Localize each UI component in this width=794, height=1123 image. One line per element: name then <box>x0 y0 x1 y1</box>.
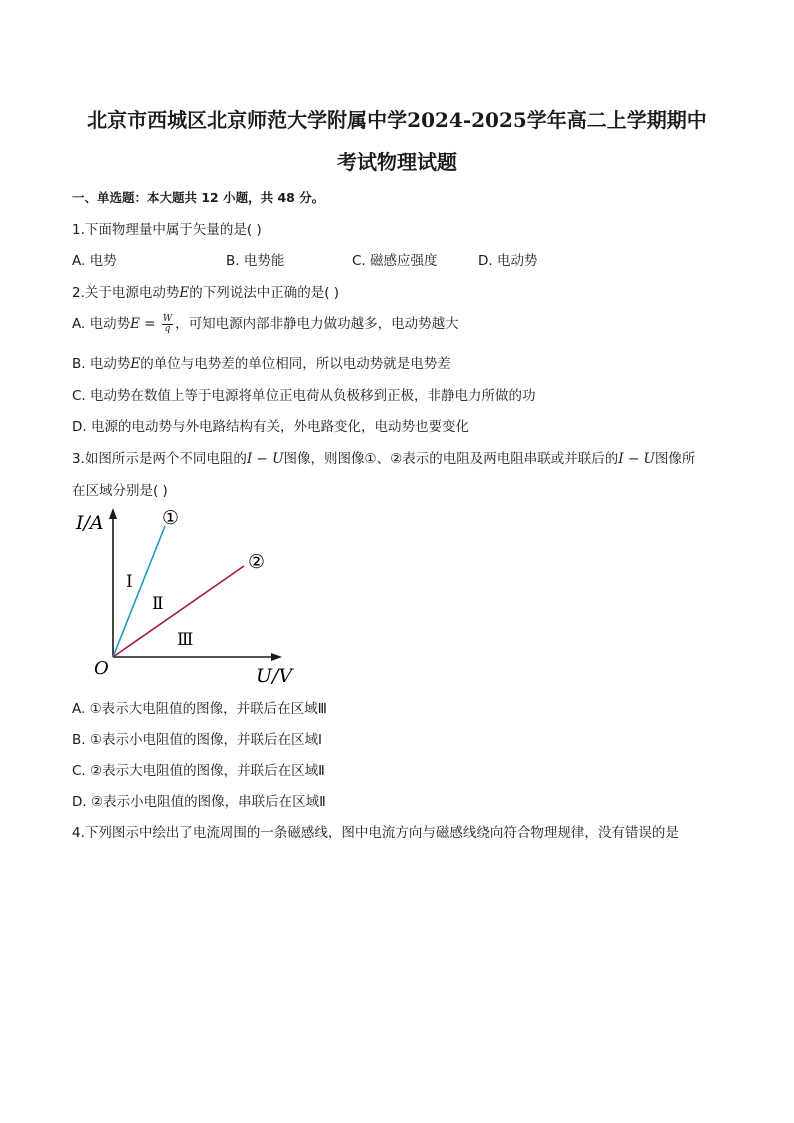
question-2-option-b-prefix: B. 电动势 <box>72 356 131 372</box>
region-1-label: Ⅰ <box>126 572 133 592</box>
question-3-stem-part-c: 图像所 <box>654 451 696 467</box>
work-over-charge-fraction <box>162 315 173 334</box>
question-1-stem: 1.下面物理量中属于矢量的是( ) <box>72 222 262 238</box>
region-3-label: Ⅲ <box>177 630 194 650</box>
exam-title-line2: 考试物理试题 <box>337 150 457 174</box>
fraction-denominator: q <box>164 323 171 334</box>
question-2-option-a-suffix: ，可知电源内部非静电力做功越多，电动势越大 <box>175 316 459 332</box>
section-heading: 一、单选题：本大题共 12 小题，共 48 分。 <box>72 190 325 205</box>
question-1-option-c: C. 磁感应强度 <box>352 253 438 269</box>
question-3-iu-symbol-1: I − U <box>246 451 284 467</box>
y-axis-label: I/A <box>76 512 104 534</box>
question-4-stem: 4.下列图示中绘出了电流周围的一条磁感线，图中电流方向与磁感线绕向符合物理规律，没有错误的是 <box>72 825 679 841</box>
y-axis-arrow-icon <box>109 508 117 519</box>
question-2-stem-suffix: 的下列说法中正确的是( ) <box>189 285 340 301</box>
exam-title-line1: 北京市西城区北京师范大学附属中学2024-2025学年高二上学期期中 <box>87 108 707 132</box>
question-2-stem <box>72 281 339 301</box>
x-axis-arrow-icon <box>271 653 282 661</box>
question-2-option-b-suffix: 的单位与电势差的单位相同，所以电动势就是电势差 <box>140 356 451 372</box>
question-3-option-d: D. ②表示小电阻值的图像，串联后在区域Ⅱ <box>72 794 326 810</box>
iu-graph-figure <box>66 502 293 687</box>
question-1-option-b: B. 电势能 <box>226 253 285 269</box>
line-1-label: ① <box>162 507 180 529</box>
region-2-label: Ⅱ <box>152 594 164 614</box>
question-2-option-b-variable: E <box>130 356 141 372</box>
origin-label: O <box>94 658 109 679</box>
question-1-option-a: A. 电势 <box>72 253 117 269</box>
fraction-numerator: W <box>162 313 173 324</box>
question-2-option-c: C. 电动势在数值上等于电源将单位正电荷从负极移到正极，非静电力所做的功 <box>72 388 536 404</box>
x-axis-label: U/V <box>256 665 293 687</box>
question-3-stem-part-a: 3.如图所示是两个不同电阻的 <box>72 451 247 467</box>
graph-line-1 <box>113 526 165 657</box>
question-3-stem-part-b: 图像，则图像①、②表示的电阻及两电阻串联或并联后的 <box>283 451 619 467</box>
question-3-iu-symbol-2: I − U <box>618 451 655 467</box>
question-1-option-d: D. 电动势 <box>478 253 538 269</box>
line-2-label: ② <box>248 551 266 573</box>
question-3-option-c: C. ②表示大电阻值的图像，并联后在区域Ⅱ <box>72 763 325 779</box>
question-3-stem-line2: 在区域分别是( ) <box>72 483 168 499</box>
question-2-option-a-prefix: A. 电动势 <box>72 316 131 332</box>
question-2-stem-variable: E <box>179 285 190 301</box>
question-2-option-a <box>72 312 459 334</box>
question-2-stem-prefix: 2.关于电源电动势 <box>72 285 180 301</box>
question-3-option-a: A. ①表示大电阻值的图像，并联后在区域Ⅲ <box>72 701 327 717</box>
question-2-option-b <box>72 352 451 372</box>
question-3-stem-line1 <box>72 447 695 467</box>
question-2-option-d: D. 电源的电动势与外电路结构有关，外电路变化，电动势也要变化 <box>72 419 469 435</box>
question-3-option-b: B. ①表示小电阻值的图像，并联后在区域Ⅰ <box>72 732 322 748</box>
question-2-option-a-equation: E = <box>130 316 160 332</box>
